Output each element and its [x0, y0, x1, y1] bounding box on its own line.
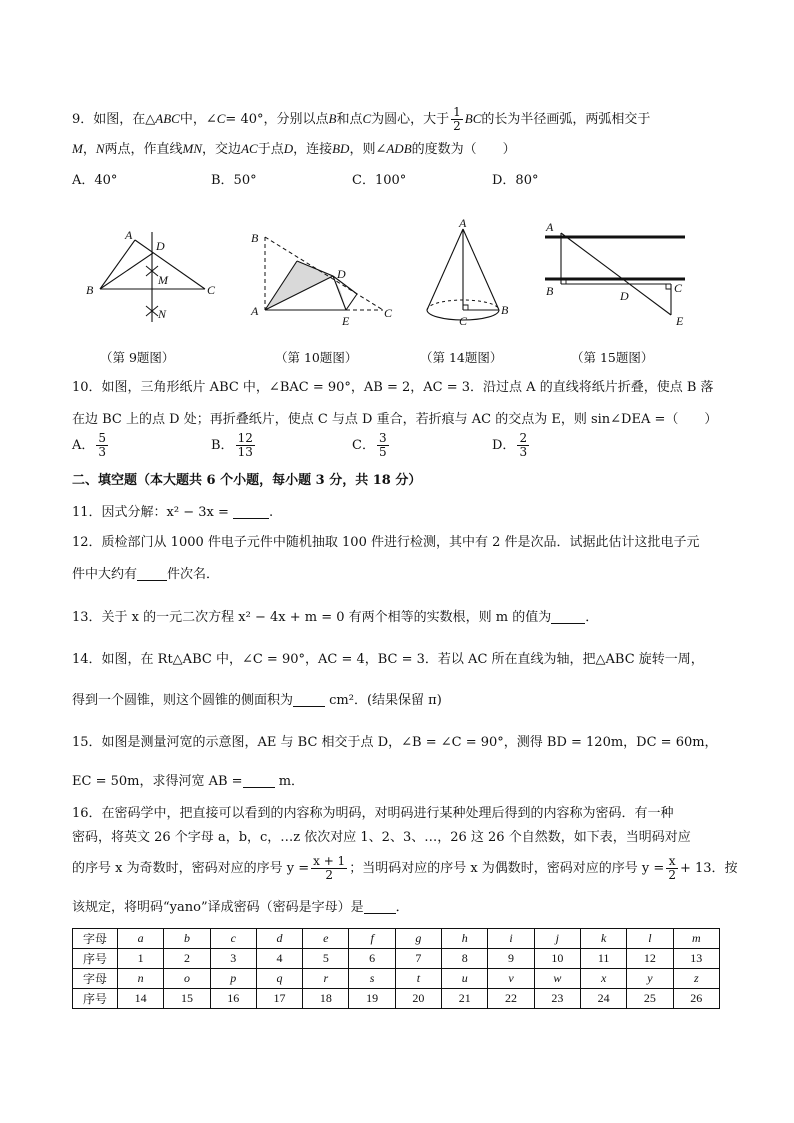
table-cell: 22: [488, 989, 534, 1009]
table-cell: a: [118, 929, 164, 949]
table-cell: d: [256, 929, 302, 949]
table-cell: 13: [673, 949, 719, 969]
table-cell: e: [303, 929, 349, 949]
table-cell: 16: [210, 989, 256, 1009]
table-cell: z: [673, 969, 719, 989]
table-cell: b: [164, 929, 210, 949]
fig14-label-a: A: [459, 216, 467, 230]
table-cell: 3: [210, 949, 256, 969]
fig9-label-m: M: [158, 273, 168, 287]
table-cell: 19: [349, 989, 395, 1009]
table-row: [73, 949, 720, 969]
fig15-label-b: B: [546, 284, 554, 298]
q9-option-b[interactable]: B．50°: [211, 173, 257, 188]
fig15-label-d: D: [620, 289, 629, 303]
q15-line1: 15．如图是测量河宽的示意图，AE 与 BC 相交于点 D，∠B = ∠C = 90°，测得 BD = 120m，DC = 60m，: [72, 735, 718, 750]
fig14-label-b: B: [501, 303, 509, 317]
fig15-label-e: E: [676, 314, 684, 328]
table-cell: 8: [442, 949, 488, 969]
q11-answer-blank[interactable]: [233, 504, 269, 519]
q9-line2: M，N两点，作直线MN，交边AC于点D，连接BD，则∠ADB的度数为（ ）: [72, 141, 516, 157]
table-cell: p: [210, 969, 256, 989]
fig10-label-d: D: [337, 267, 346, 281]
figure-14: [415, 212, 520, 332]
table-cell: 23: [534, 989, 580, 1009]
fig9-label-b: B: [86, 283, 94, 297]
fig10-label-a: A: [251, 304, 259, 318]
table-cell: n: [118, 969, 164, 989]
q9-option-c[interactable]: C．100°: [352, 173, 407, 188]
q10-option-c[interactable]: C． $\frac{3}{5}$: [352, 431, 387, 459]
fig9-label-d: D: [156, 239, 165, 253]
q10-line2: 在边 BC 上的点 D 处；再折叠纸片，使点 C 与点 D 重合，若折痕与 AC 的交点为 E，则 sin∠DEA =（ ）: [72, 412, 718, 427]
table-cell: 7: [395, 949, 441, 969]
fig15-label-c: C: [674, 281, 683, 295]
table-row: [73, 929, 720, 949]
table-row-header: 字母: [73, 969, 118, 989]
q11: 11．因式分解：x² − 3x = .: [72, 505, 274, 520]
table-cell: 12: [627, 949, 673, 969]
table-cell: 6: [349, 949, 395, 969]
q9-line1: 9．如图，在△ABC中，∠C= 40°，分别以点B和点C为圆心，大于 $\frac{1}{2}$ BC的长为半径画弧，两弧相交于: [72, 105, 651, 133]
fig9-label-n: N: [158, 307, 167, 321]
table-cell: j: [534, 929, 580, 949]
q16-line3: 的序号 x 为奇数时，密码对应的序号 y = $\frac{x + 1}{2}$ ；当明码对应的序号 x 为偶数时，密码对应的序号 y = $\frac{x}{2}$ + 13．按: [72, 854, 738, 882]
table-cell: 5: [303, 949, 349, 969]
q12-line1: 12．质检部门从 1000 件电子元件中随机抽取 100 件进行检测，其中有 2 件是次品．试据此估计这批电子元: [72, 535, 700, 550]
caption-fig14: （第 14题图）: [420, 350, 503, 365]
table-cell: 4: [256, 949, 302, 969]
table-cell: i: [488, 929, 534, 949]
q9-option-a[interactable]: A．40°: [72, 173, 118, 188]
table-cell: 1: [118, 949, 164, 969]
table-cell: h: [442, 929, 488, 949]
q15-line2: EC = 50m，求得河宽 AB = m．: [72, 774, 305, 789]
fig9-label-c: C: [207, 283, 216, 297]
q16-line2: 密码，将英文 26 个字母 a，b，c，…z 依次对应 1、2、3、…，26 这 26 个自然数，如下表，当明码对应: [72, 830, 691, 845]
fig9-label-a: A: [125, 228, 133, 242]
table-cell: 2: [164, 949, 210, 969]
table-cell: 20: [395, 989, 441, 1009]
q13: 13．关于 x 的一元二次方程 x² − 4x + m = 0 有两个相等的实数根，则 m 的值为 ．: [72, 610, 599, 625]
fig14-label-c: C: [459, 314, 468, 328]
table-cell: q: [256, 969, 302, 989]
q16-line4: 该规定，将明码“yano”译成密码（密码是字母）是 ．: [72, 900, 409, 915]
table-row: [73, 989, 720, 1009]
table-row-header: 序号: [73, 989, 118, 1009]
table-cell: y: [627, 969, 673, 989]
fig10-label-c: C: [384, 306, 393, 320]
q14-line2: 得到一个圆锥，则这个圆锥的侧面积为 cm²．(结果保留 π): [72, 693, 442, 708]
table-cell: r: [303, 969, 349, 989]
table-cell: g: [395, 929, 441, 949]
table-cell: 17: [256, 989, 302, 1009]
table-cell: o: [164, 969, 210, 989]
section-2-heading: 二、填空题（本大题共 6 个小题，每小题 3 分，共 18 分）: [72, 473, 422, 488]
table-cell: 14: [118, 989, 164, 1009]
table-cell: 24: [580, 989, 626, 1009]
table-cell: t: [395, 969, 441, 989]
table-cell: 10: [534, 949, 580, 969]
table-cell: w: [534, 969, 580, 989]
table-cell: u: [442, 969, 488, 989]
q14-answer-blank[interactable]: [293, 692, 325, 707]
table-row-header: 序号: [73, 949, 118, 969]
table-cell: c: [210, 929, 256, 949]
table-cell: m: [673, 929, 719, 949]
table-cell: 9: [488, 949, 534, 969]
table-cell: l: [627, 929, 673, 949]
table-cell: x: [580, 969, 626, 989]
table-cell: 15: [164, 989, 210, 1009]
figure-9: [80, 222, 225, 328]
q12-line2: 件中大约有 件次名．: [72, 567, 220, 582]
q10-option-b[interactable]: B． $\frac{12}{13}$: [211, 431, 253, 459]
table-cell: 18: [303, 989, 349, 1009]
table-row: [73, 969, 720, 989]
caption-fig10: （第 10题图）: [275, 350, 358, 365]
caption-fig15: （第 15题图）: [571, 350, 654, 365]
table-cell: v: [488, 969, 534, 989]
q16-answer-blank[interactable]: [364, 899, 396, 914]
table-row-header: 字母: [73, 929, 118, 949]
table-cell: 21: [442, 989, 488, 1009]
table-cell: 25: [627, 989, 673, 1009]
q16-odd-fraction: $\frac{x + 1}{2}$: [313, 854, 346, 882]
q16-line1: 16．在密码学中，把直接可以看到的内容称为明码，对明码进行某种处理后得到的内容称为密码．有一种: [72, 806, 674, 821]
q13-answer-blank[interactable]: [551, 609, 585, 624]
q9-half-fraction: $\frac{1}{2}$: [453, 105, 461, 133]
caption-fig9: （第 9题图）: [100, 350, 175, 365]
table-cell: 11: [580, 949, 626, 969]
fig10-label-e: E: [342, 314, 350, 328]
q10-line1: 10．如图，三角形纸片 ABC 中，∠BAC = 90°，AB = 2，AC = 3．沿过点 A 的直线将纸片折叠，使点 B 落: [72, 380, 714, 395]
table-cell: 26: [673, 989, 719, 1009]
figure-10: [245, 225, 400, 330]
q10-option-a[interactable]: A． $\frac{5}{3}$: [72, 431, 107, 459]
fig15-label-a: A: [546, 220, 554, 234]
q10-option-d[interactable]: D． $\frac{2}{3}$: [492, 431, 528, 459]
q9-option-d[interactable]: D．80°: [492, 173, 539, 188]
q14-line1: 14．如图，在 Rt△ABC 中，∠C = 90°，AC = 4，BC = 3．若以 AC 所在直线为轴，把△ABC 旋转一周，: [72, 652, 704, 667]
fig10-label-b: B: [251, 231, 259, 245]
table-cell: f: [349, 929, 395, 949]
figure-15: [540, 215, 690, 330]
q12-answer-blank[interactable]: [137, 566, 167, 581]
q16-even-fraction: $\frac{x}{2}$: [668, 854, 676, 882]
table-cell: k: [580, 929, 626, 949]
table-cell: s: [349, 969, 395, 989]
q15-answer-blank[interactable]: [243, 773, 275, 788]
cipher-table: [72, 928, 720, 1009]
